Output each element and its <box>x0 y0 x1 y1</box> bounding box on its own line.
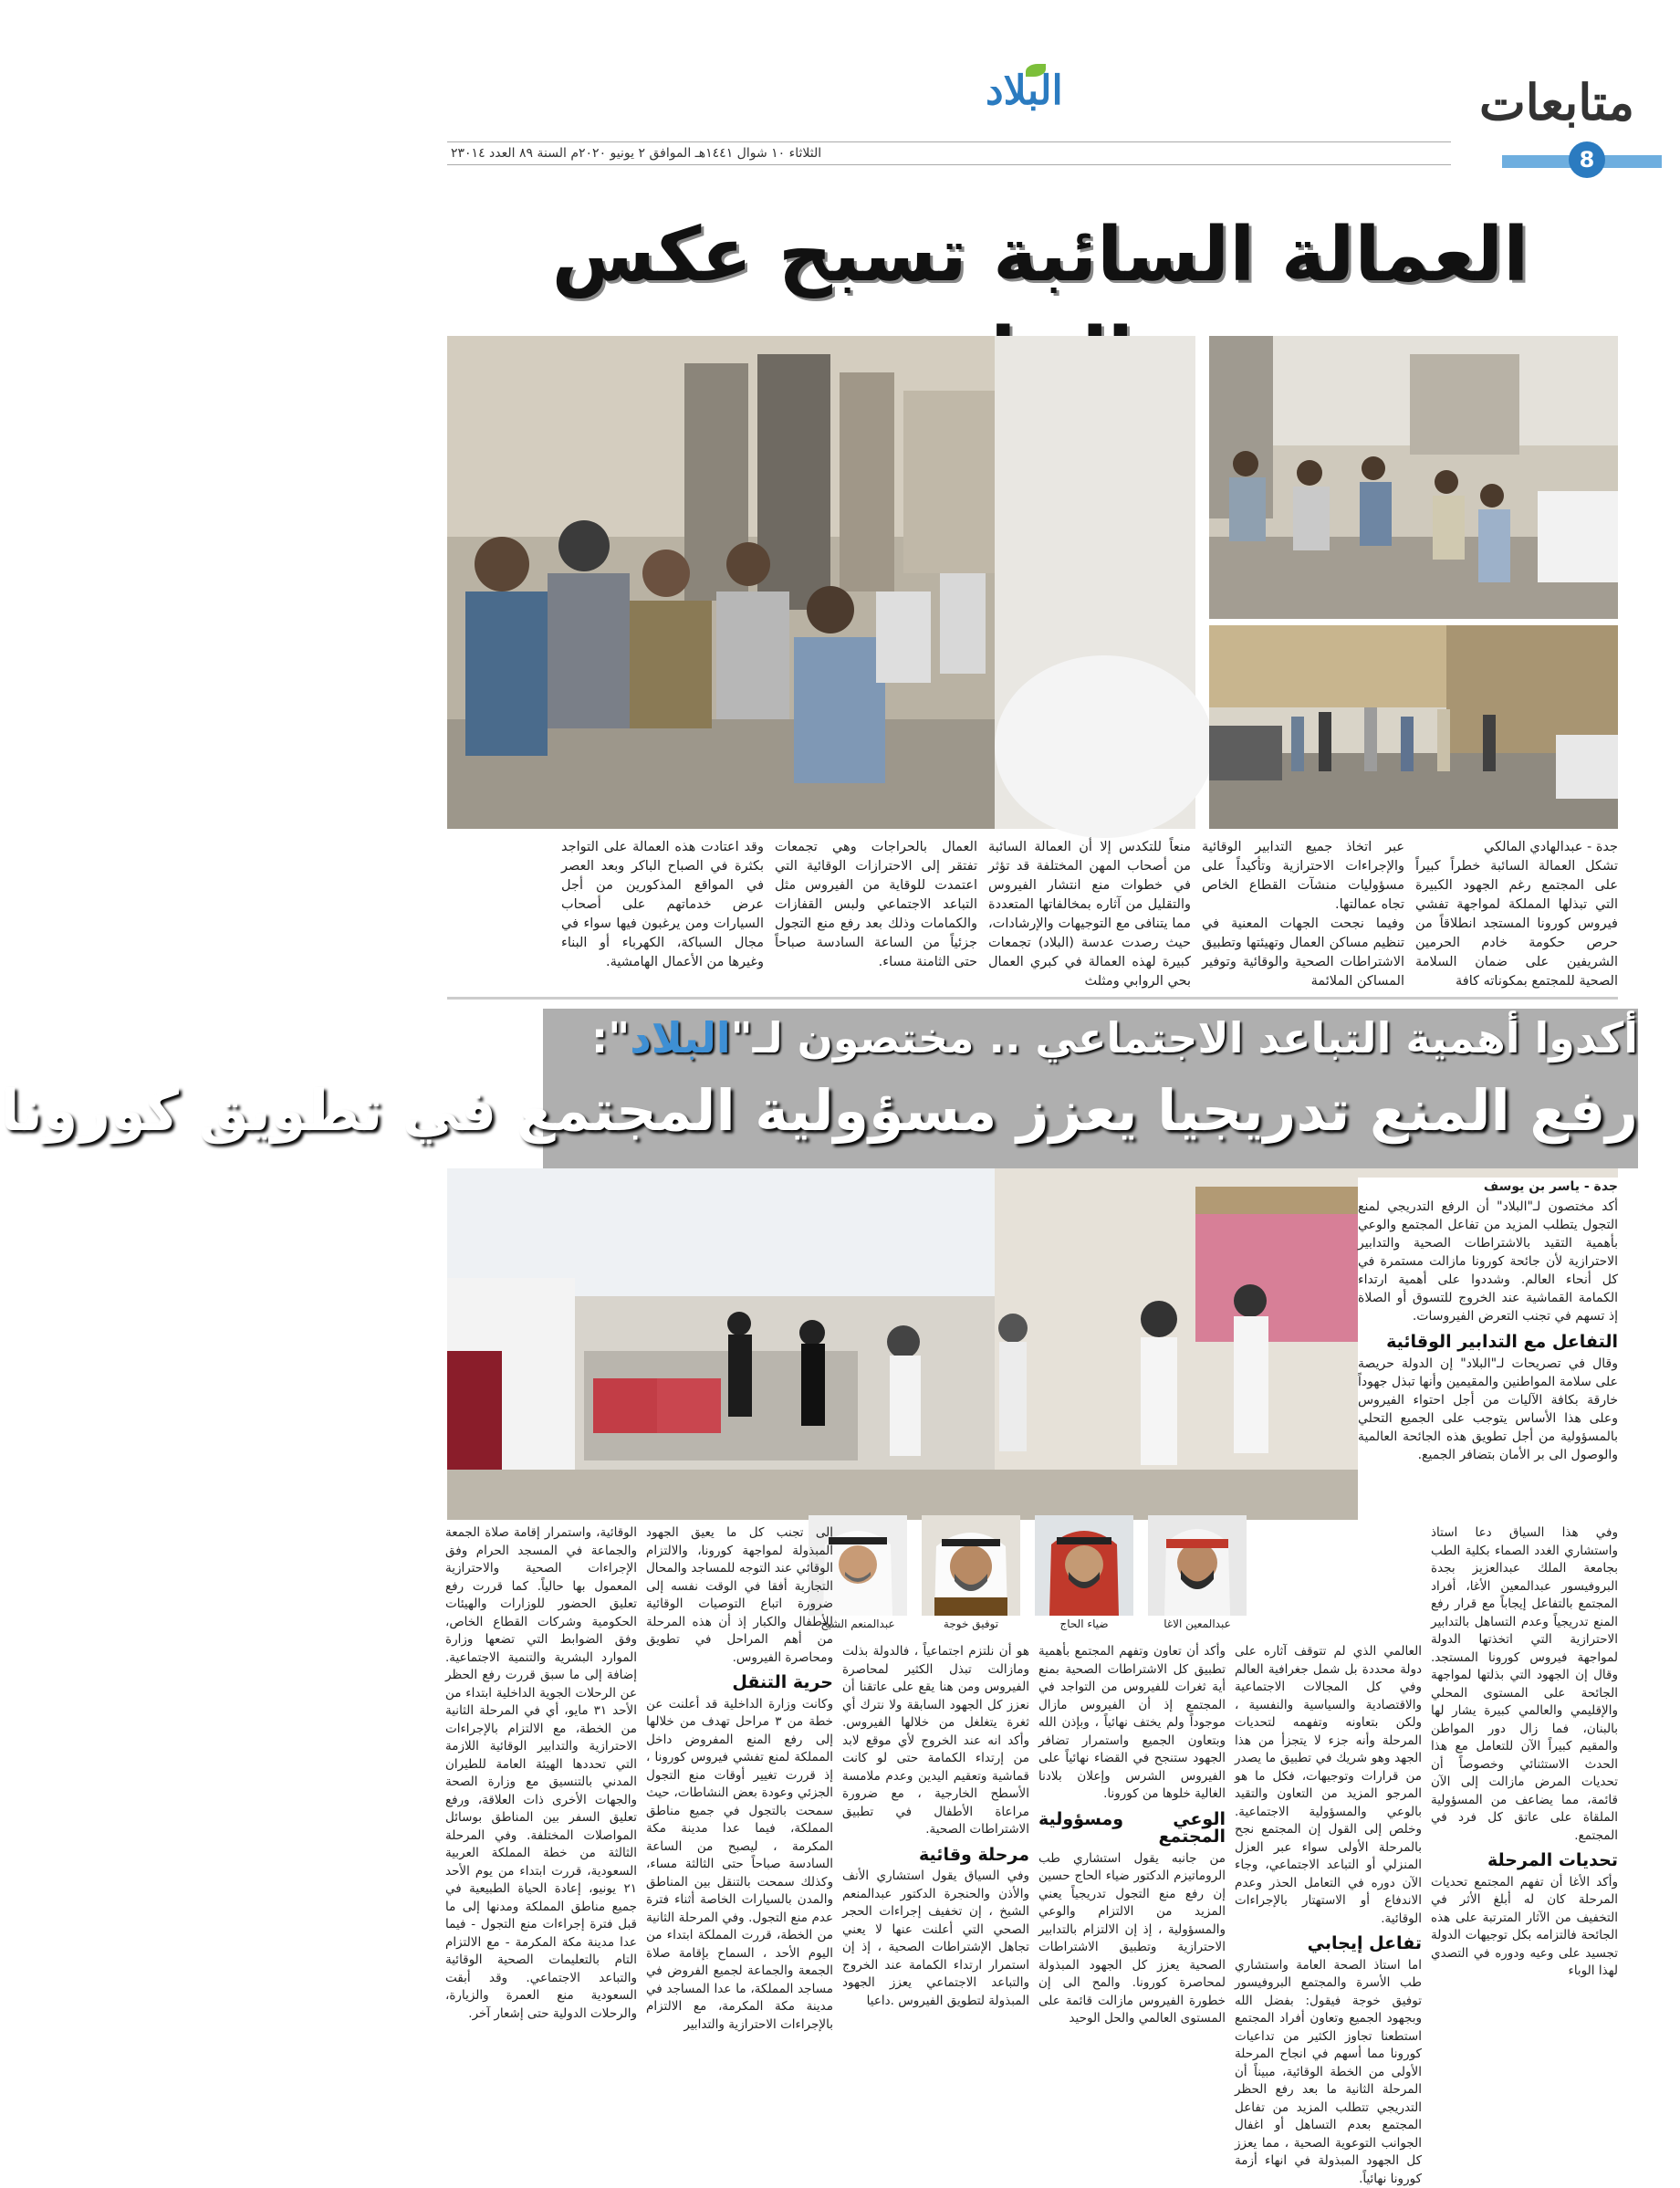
story2-kicker-suffix: ": <box>591 1013 630 1063</box>
story2-col-2-subhead: تفاعل إيجابي <box>1235 1935 1422 1953</box>
dateline-text: الثلاثاء ١٠ شوال ١٤٤١هـ الموافق ٢ يونيو ٢٠٢٠م السنة ٨٩ العدد ٢٣٠١٤ <box>451 146 821 161</box>
story2-col-4 <box>842 1643 1029 2036</box>
story2-kicker <box>591 1013 1638 1063</box>
story2-col-1-text: وفي هذا السياق دعا استاذ واستشاري الغدد الصماء بكلية الطب بجامعة الملك عبدالعزيز بجدة البروفيسور عبدالمعين الأغا، أفراد المجتمع بالتفاعل إيجاباً مع قرار رفع المنع تدريجياً وعدم التساهل بالتدابير الاحترازية التي اتخذتها الدولة لمواجهة فيروس كورونا المستجد. وقال إن الجهود التي بذلتها لمواجهة الجائحة على المستوى المحلي والإقليمي والعالمي كبيرة يشار لها بالبنان، فما زال دور المواطن والمقيم كبيراً الآن للتعامل مع هذا الحدث الاستثنائي وخصوصاً أن تحديات المرض مازالت إلى الآن قائمة، مما يضاعف من المسؤولية الملقاة على عاتق كل فرد في المجتمع. <box>1431 1524 1618 1845</box>
page-number: 8 <box>1569 141 1605 178</box>
story1-col-2 <box>1202 838 1404 979</box>
story2-col-3-text2: من جانبه يقول استشاري طب الروماتيزم الدكتور ضياء الحاج حسين إن رفع منع التجول تدريجياً يعني المزيد من الالتزام والوعي والمسؤولية ، إذ إن الالتزام بالتدابير الاحترازية وتطبيق الاشتراطات الصحية يعزز كل الجهود المبذولة لمحاصرة كورونا. والمح الى إن خطورة الفيروس مازالت قائمة على المستوى العالمي والحل الوحيد <box>1038 1850 1226 2028</box>
portrait-caption-alsheikh: عبدالمنعم الشيخ <box>809 1617 907 1630</box>
section-title: متابعات <box>1479 73 1634 131</box>
portrait-caption-alagha: عبدالمعين الاغا <box>1148 1617 1247 1630</box>
dateline <box>447 141 1451 165</box>
story2-col-2-text2: اما استاذ الصحة العامة واستشاري طب الأسرة والمجتمع البروفيسور توفيق خوجة فيقول: بفضل الله وبجهود الجميع وتعاون أفراد المجتمع استطعنا تجاوز الكثير من تداعيات كورونا مما أسهم في انجاح المرحلة الأولى من الخطة الوقائية، مبيناً أن المرحلة الثانية ما بعد رفع الحظر التدريجي تتطلب المزيد من تفاعل المجتمع بعدم التساهل أو اغفال الجوانب التوعوية الصحية ، مما يعزز كل الجهود المبذولة في انهاء أزمة كورونا نهائياً. <box>1235 1957 1422 2188</box>
story2-col-1-subhead: تحديات المرحلة <box>1431 1852 1618 1870</box>
story2-col-1-text2: وأكد الأغا أن تفهم المجتمع تحديات المرحلة كان له أبلغ الأثر في التخفيف من الآثار المترتبة على هذه الجائحة فالتزامه بكل توجيهات الدولة تجسيد على وعيه ودوره في التصدي لهذا الوباء <box>1431 1874 1618 1981</box>
masthead <box>383 55 1680 169</box>
story2-body-1: وقال في تصريحات لـ"البلاد" إن الدولة حريصة على سلامة المواطنين والمقيمين وأنها تبذل جهوداً خارقة بكافة الآليات من أجل احتواء الفيروس وعلى هذا الأساس يتوجب على الجميع التحلي بالمسؤولية من أجل تطويق هذه الجائحة العالمية والوصول الى بر الأمان بتضافر الجميع. <box>1358 1355 1618 1464</box>
portrait-tawfiq-khoja <box>922 1515 1020 1616</box>
story2-col-6 <box>445 1524 637 2036</box>
story2-col-3-subhead: الوعي ومسؤولية المجتمع <box>1038 1811 1226 1847</box>
story2-col-4-text2: وفي السياق يقول استشاري الأنف والأذن والحنجرة الدكتور عبدالمنعم الشيخ ، إن تخفيف إجراءات الحجر الصحي التي أعلنت عنها لا يعني تجاهل الإشتراطات الصحية ، إذ إن استمرار ارتداء الكمامة عند الخروج والتباعد الاجتماعي يعزز الجهود المبذولة لتطويق الفيروس .داعيا <box>842 1868 1029 2010</box>
story2-byline: جدة - ياسر بن يوسف <box>1358 1178 1618 1196</box>
story1-col-5-text: وقد اعتادت هذه العمالة على التواجد بكثرة في الصباح الباكر وبعد العصر في المواقع المذكورين من أجل عرض خدماتهم على أصحاب السيارات ومن يرغبون فيها سواء في مجال السباكة، الكهرباء أو البناء وغيرها من الأعمال الهامشية. <box>561 838 764 972</box>
story2-col-1 <box>1431 1524 1618 2036</box>
story1-col-4-text: العمال بالحراجات وهي تجمعات تفتقر إلى الاحترازات الوقائية التي اعتمدت للوقاية من الفيروس مثل التباعد الاجتماعي ولبس القفازات والكمامات وذلك بعد رفع منع التجول جزئياً من الساعة السادسة صباحاً حتى الثامنة مساء. <box>775 838 977 972</box>
story2-col-4-text: هو أن نلتزم اجتماعياً ، فالدولة بذلت ومازالت تبذل الكثير لمحاصرة الفيروس ومن هنا يقع على عاتقنا أن نعزز كل الجهود السابقة ولا نترك أي ثغرة يتغلغل من خلالها الفيروس. وأكد انه عند الخروج لأي موقع لابد من إرتداء الكمامة حتى لو كانت قماشية وتعقيم اليدين وعدم ملامسة الأسطح الخارجية ، مع ضرورة مراعاة الأطفال في تطبيق الاشتراطات الصحية. <box>842 1643 1029 1839</box>
story2-col-5-subhead: حرية التنقل <box>646 1674 833 1692</box>
story2-col-6-text: الوقائية، واستمرار إقامة صلاة الجمعة والجماعة في المسجد الحرام وفق الإجراءات الصحية والاحترازية المعمول بها حالياً. كما قررت رفع تعليق الحضور للوزارات والهيئات الحكومية وشركات القطاع الخاص، وفق الضوابط التي تضعها وزارة الموارد البشرية والتنمية الاجتماعية. إضافة إلى ما سبق قررت رفع الحظر عن الرحلات الجوية الداخلية ابتداء من الأحد ٣١ مايو، أي في المرحلة الثانية من الخطة، مع الالتزام بالإجراءات الاحترازية والتدابير الوقائية اللازمة التي تحددها الهيئة العامة للطيران المدني بالتنسيق مع وزارة الصحة والجهات الأخرى ذات العلاقة، ورفع تعليق السفر بين المناطق بوسائل المواصلات المختلفة. وفي المرحلة الثالثة من خطة المملكة العربية السعودية، قررت ابتداء من يوم الأحد ٢١ يونيو، إعادة الحياة الطبيعية في جميع مناطق المملكة ومدنها إلى ما قبل فترة إجراءات منع التجول - فيما عدا مدينة مكة المكرمة - مع الالتزام التام بالتعليمات الصحية الوقائية والتباعد الاجتماعي. وقد أبقت السعودية منع العمرة والزيارة، والرحلات الدولية حتى إشعار آخر. <box>445 1524 637 2023</box>
story2-col-3 <box>1038 1643 1226 2036</box>
story1-col-1 <box>1415 838 1618 979</box>
portrait-diaa-alhaj <box>1035 1515 1133 1616</box>
story1-col-2-text: عبر اتخاذ جميع التدابير الوقائية والإجراءات الاحترازية وتأكيداً على مسؤوليات منشآت القطاع الخاص تجاه عمالتها. وفيما نجحت الجهات المعنية في تنظيم مساكن العمال وتهيئتها وتطبيق الاشتراطات الصحية والوقائية وتوفير المساكن الملائمة <box>1202 838 1404 991</box>
story1-col-3 <box>988 838 1191 979</box>
story2-col-5-text2: وكانت وزارة الداخلية قد أعلنت عن خطة من ٣ مراحل تهدف من خلالها إلى رفع المنع المفروض داخل المملكة لمنع تفشي فيروس كورونا ، إذ قررت تغيير أوقات منع التجول الجزئي وعودة بعض النشاطات، حيث سمحت بالتجول في جميع مناطق المملكة، فيما عدا مدينة مكة المكرمة ، ليصبح من الساعة السادسة صباحاً حتى الثالثة مساء، وكذلك سمحت بالتنقل بين المناطق والمدن بالسيارات الخاصة أثناء فترة عدم منع التجول. وفي المرحلة الثانية من الخطة، قررت المملكة ابتداء من اليوم الأحد ، السماح بإقامة صلاة الجمعة والجماعة لجميع الفروض في مساجد المملكة، ما عدا المساجد في مدينة مكة المكرمة، مع الالتزام بالإجراءات الاحترازية والتدابير <box>646 1696 833 2035</box>
portrait-caption-khoja: توفيق خوجة <box>922 1617 1020 1630</box>
story2-subhead-1: التفاعل مع التدابير الوقائية <box>1358 1333 1618 1351</box>
story2-right-column <box>1358 1178 1618 1520</box>
logo-text: البلاد <box>986 68 1063 114</box>
story2-headline: رفع المنع تدريجيا يعزز مسؤولية المجتمع في تطويق كورونا <box>0 1077 1638 1144</box>
newspaper-logo <box>986 64 1095 128</box>
photo-workers-street-bottom-right <box>1209 625 1618 829</box>
story1-col-3-text: منعاً للتكدس إلا أن العمالة السائبة من أصحاب المهن المختلفة قد تؤثر في خطوات منع انتشار الفيروس والتقليل من آثاره بمخالفاتها المتعددة مما يتنافى مع التوجيهات والإرشادات، حيث رصدت عدسة (البلاد) تجمعات كبيرة لهذه العمالة في كبري العمال بحي الروابي ومثلث <box>988 838 1191 991</box>
portrait-caption-alhaj: ضياء الحاج <box>1035 1617 1133 1630</box>
story1-headline: العمالة السائبة تسبح عكس <box>493 205 1588 406</box>
story2-kicker-logo: البلاد <box>630 1013 730 1063</box>
story2-col-5 <box>646 1524 833 2036</box>
story2-intro: أكد مختصون لـ"البلاد" أن الرفع التدريجي لمنع التجول يتطلب المزيد من تفاعل المجتمع والوعي بأهمية التقيد بالاشتراطات الصحية والتدابير الاحترازية لأن جائحة كورونا مازالت مستمرة في كل أنحاء العالم. وشددوا على أهمية ارتداء الكمامة القماشية عند الخروج للتسوق أو الصلاة إذ تسهم في تجنب التعرض الفيروسات. <box>1358 1198 1618 1325</box>
photo-workers-street-large <box>447 336 1195 829</box>
story2-col-2 <box>1235 1643 1422 2036</box>
story-divider <box>447 997 1618 1000</box>
story2-col-5-text: إلى تجنب كل ما يعيق الجهود المبذولة لمواجهة كورونا، والالتزام الوقائي عند التوجه للمساجد والمحال التجارية أفقا في الوقت نفسه إلى ضرورة اتباع التوصيات الوقائية للأطفال والكبار إذ أن هذه المرحلة من أهم المراحل في تطويق ومحاصرة الفيروس. <box>646 1524 833 1667</box>
story2-col-3-text: وأكد أن تعاون وتفهم المجتمع بأهمية تطبيق كل الاشتراطات الصحية بمنع أية ثغرات للفيروس من التواجد في المجتمع إذ أن الفيروس مازال موجوداً ولم يختف نهائياً ، وبإذن الله وبتعاون الجميع واستمرار تضافر الجهود ستنجح في القضاء نهائياً على الفيروس الشرس وإعلان بلادنا الغالية خلوها من كورونا. <box>1038 1643 1226 1804</box>
photo-workers-gathering-top-right <box>1209 336 1618 619</box>
story2-kicker-text: أكدوا أهمية التباعد الاجتماعي .. مختصون لـ" <box>731 1013 1638 1063</box>
story1-col-1-text: جدة - عبدالهادي المالكي تشكل العمالة السائبة خطراً كبيراً على المجتمع رغم الجهود الكبيرة التي تبذلها المملكة لمواجهة تفشي فيروس كورونا المستجد انطلاقاً من حرص حكومة خادم الحرمين الشريفين على ضمان السلامة الصحية للمجتمع بمكوناته كافة <box>1415 838 1618 991</box>
story2-col-2-text: العالمي الذي لم تتوقف آثاره على دولة محددة بل شمل جغرافية العالم وفي كل المجالات الاجتماعية والاقتصادية والسياسية والنفسية ، ولكن بتعاونه وتفهمه لتحديات المرحلة وأنه جزء لا يتجزأ من هذا الجهد وهو شريك في تطبيق ما يصدر من قرارات وتوجيهات، فكل ما هو المرجو المزيد من التعاون والتقيد بالوعي والمسؤولية الاجتماعية. وخلص إلى القول إن المجتمع نجح بالمرحلة الأولى سواء عبر العزل المنزلي أو التباعد الاجتماعي، وجاء الآن دوره في التعامل الحذر وعدم الاندفاع أو الاستهتار بالإجراءات الوقائية. <box>1235 1643 1422 1928</box>
story1-col-4 <box>775 838 977 979</box>
portrait-abdulmoin-alagha <box>1148 1515 1247 1616</box>
story2-col-4-subhead: مرحلة وقائية <box>842 1847 1029 1865</box>
story1-col-5 <box>561 838 764 979</box>
